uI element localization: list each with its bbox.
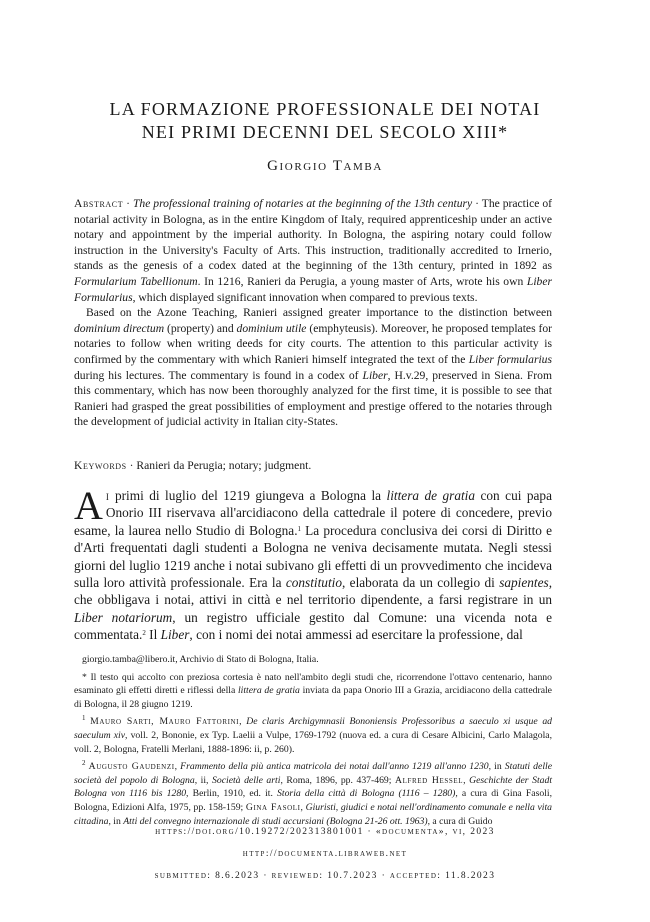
abstract-text: , H.v.29, preserved in Siena. From this commentary, which has now been thoroughly analyzed for the first time, it is possible to see that Ranieri had grasped the great possibilities of employment and prestige offered to the notaries through the development of judicial activity in Italian city-States.	[74, 368, 552, 429]
abstract-italic: dominium utile	[236, 321, 307, 335]
footnote-text: ,	[239, 716, 247, 728]
footnote-text: ,	[463, 774, 470, 786]
drop-cap: A	[74, 483, 103, 528]
author-email-affiliation: giorgio.tamba@libero.it, Archivio di Stato di Bologna, Italia.	[82, 654, 319, 665]
abstract-text: (property) and	[164, 321, 237, 335]
footnote-italic: Giuristi, giudici e notai nell'ordinamento comunale e nella vita cittadina	[74, 801, 552, 827]
footnote-ref-1[interactable]: 1	[297, 524, 302, 533]
footnote-text: ,	[174, 761, 181, 773]
footnote-star-mark: *	[82, 671, 87, 683]
abstract-text: during his lectures. The commentary is found in a codex of	[74, 368, 363, 382]
author-affiliation	[74, 653, 552, 667]
body-text-run: , un registro ufficiale gestito dal Comune: una vicenda nota e commentata.	[74, 609, 552, 643]
abstract-text: . In 1216, Ranieri da Perugia, a young master of Arts, wrote his own	[197, 274, 527, 288]
footnote-italic: Atti del convegno internazionale di studi accursiani (Bologna 21-26 ott. 1963)	[123, 815, 428, 827]
body-text-run: , elaborata da un collegio di	[342, 575, 500, 591]
abstract-italic: Liber	[362, 368, 388, 382]
body-text-run: , che obbligava i notai, attivi in città e nel territorio dipendente, a farsi registrare in un	[74, 575, 553, 608]
keywords-separator: ·	[126, 459, 137, 472]
keywords-label: Keywords	[74, 459, 127, 472]
title-star-marker: *	[498, 122, 509, 142]
body-text-run: , con i nomi dei notai ammessi ad esercitare la professione, dal	[189, 627, 523, 643]
footnote-italic: Geschichte der Stadt Bologna von 1116 bis 1280	[74, 774, 553, 800]
abstract-italic: Liber formularius	[468, 352, 552, 366]
footnote-italic: Società delle arti	[212, 774, 281, 786]
footnote-2	[74, 760, 552, 828]
author-name: Giorgio Tamba	[267, 158, 383, 174]
footnote-1	[74, 715, 552, 756]
abstract-text: The practice of notarial activity in Bologna, as in the entire Kingdom of Italy, required apprenticeship under an active notary and appointment by the imperial authority. In Bologna, the aspiring notary could follow instruction in the University's Faculty of Arts. This instruction, traditionally accredited to Irnerio, stands as the genesis of a codex dated at the beginning of the 13th century, printed in 1892 as	[74, 197, 552, 273]
footnote-italic: littera de gratia	[237, 685, 300, 697]
body-smallcaps-start: i	[105, 488, 110, 503]
footnote-author: Alfred Hessel	[395, 774, 464, 786]
title-line-2	[0, 121, 650, 143]
keywords	[74, 458, 552, 474]
abstract-text: , which displayed significant innovation when compared to previous texts.	[132, 290, 478, 304]
title-line-1: LA FORMAZIONE PROFESSIONALE DEI NOTAI	[109, 99, 541, 119]
footnote-2-mark: 2	[82, 759, 86, 768]
footnote-italic: Storia della città di Bologna (1116 – 1280)	[277, 788, 456, 800]
abstract-text: Based on the Azone Teaching, Ranieri assigned greater importance to the distinction between	[86, 306, 552, 320]
footnote-text: , Berlin, 1910, ed. it.	[186, 788, 278, 800]
body-text-run: con cui papa Onorio III riservava all'arcidiacono della cattedrale il potere di concedere, previo esame, la laurea nello Studio di Bologna.	[74, 488, 552, 538]
footnote-text: , ii,	[194, 774, 213, 786]
footnote-1-mark: 1	[82, 714, 86, 723]
footnote-text: Il testo qui accolto con preziosa cortesia è nato nell'ambito degli studi che, ricorrendone l'ottavo centenario, hanno esaminato gli effetti diretti e riflessi della	[74, 671, 552, 697]
abstract-paragraph-1	[74, 196, 552, 305]
body-italic: Liber	[160, 627, 190, 643]
footnote-text: , in	[488, 761, 505, 773]
body-italic: constitutio	[285, 575, 342, 591]
keywords-text: Ranieri da Perugia; notary; judgment.	[136, 459, 312, 472]
footnote-italic: Frammento della più antica matricola dei notai dall'anno 1219 all'anno 1230	[180, 761, 489, 773]
footnote-text: , in	[108, 815, 124, 827]
footnote-italic: Statuti delle società del popolo di Bologna	[74, 761, 553, 786]
body-text-run: Il	[145, 627, 161, 643]
doi-link[interactable]: https://doi.org/10.19272/202313801001 · «documenta», vi, 2023	[155, 827, 495, 837]
abstract-italic: Liber Formularius	[74, 274, 552, 304]
body-text-run: La procedura conclusiva dei corsi di Diritto e d'Arti frequentati dagli studenti a Bologna ne veniva decisamente mutata. Negli stessi giorni del luglio 1219 anche i notai subivano gli effetti di un provvedimento che incideva sulla loro attività professionale. Era la	[74, 522, 552, 591]
footnote-text: inviata da papa Onorio III a Grazia, arcidiacono della cattedrale di Bologna, il 28 giugno 1219.	[74, 685, 552, 710]
abstract-italic: dominium directum	[74, 321, 165, 335]
footnote-ref-2[interactable]: 2	[142, 629, 146, 638]
journal-url[interactable]: http://documenta.libraweb.net	[242, 849, 408, 859]
title-line-2-text: NEI PRIMI DECENNI DEL SECOLO XIII	[141, 122, 499, 142]
footnote-author: Gina Fasoli	[245, 801, 301, 813]
abstract	[74, 196, 552, 430]
abstract-separator-2: ·	[472, 197, 482, 210]
footnote-text: , Roma, 1896, pp. 437-469;	[280, 774, 395, 786]
abstract-separator: ·	[123, 197, 133, 210]
footnotes	[74, 653, 552, 832]
abstract-label: Abstract	[74, 197, 124, 210]
footnote-italic: De claris Archigymnasii Bononiensis Professoribus a saeculo xi usque ad saeculum xiv	[74, 716, 553, 741]
footnote-author: Mauro Sarti, Mauro Fattorini	[90, 716, 240, 728]
abstract-italic: Formularium Tabellionum	[74, 274, 198, 288]
footnote-author: Augusto Gaudenzi	[88, 761, 175, 773]
footnote-star	[74, 671, 552, 712]
body-text	[74, 483, 553, 644]
body-italic: sapientes	[499, 575, 549, 591]
body-italic: littera de gratia	[386, 488, 476, 503]
footnote-text: , a cura di Guido	[427, 815, 493, 827]
abstract-paragraph-2	[74, 305, 552, 430]
footnote-text: ,	[300, 801, 306, 813]
footnote-text: , voll. 2, Bononie, ex Typ. Laelii a Vulpe, 1769-1792 (nuova ed. a cura di Cesare Albicini, Carlo Malagola, voll. 2, Bologna, Fratelli Merlani, 1888-1896: ii, p. 260).	[74, 729, 552, 755]
body-paragraph	[74, 483, 553, 644]
submission-dates: submitted: 8.6.2023 · reviewed: 10.7.2023 · accepted: 11.8.2023	[154, 871, 496, 881]
body-italic: Liber notariorum	[74, 609, 173, 625]
footnote-text: , a cura di Gina Fasoli, Bologna, Edizioni Alfa, 1975, pp. 158-159;	[74, 788, 552, 813]
abstract-text: (emphyteusis). Moreover, he proposed templates for notaries to follow when writing deeds for city courts. The attention to this particular activity is confirmed by the commentary with which Ranieri himself integrated the text of the	[74, 321, 553, 366]
body-text-run: primi di luglio del 1219 giungeva a Bologna la	[109, 488, 387, 503]
abstract-english-title: The professional training of notaries at the beginning of the 13th century	[132, 197, 473, 210]
